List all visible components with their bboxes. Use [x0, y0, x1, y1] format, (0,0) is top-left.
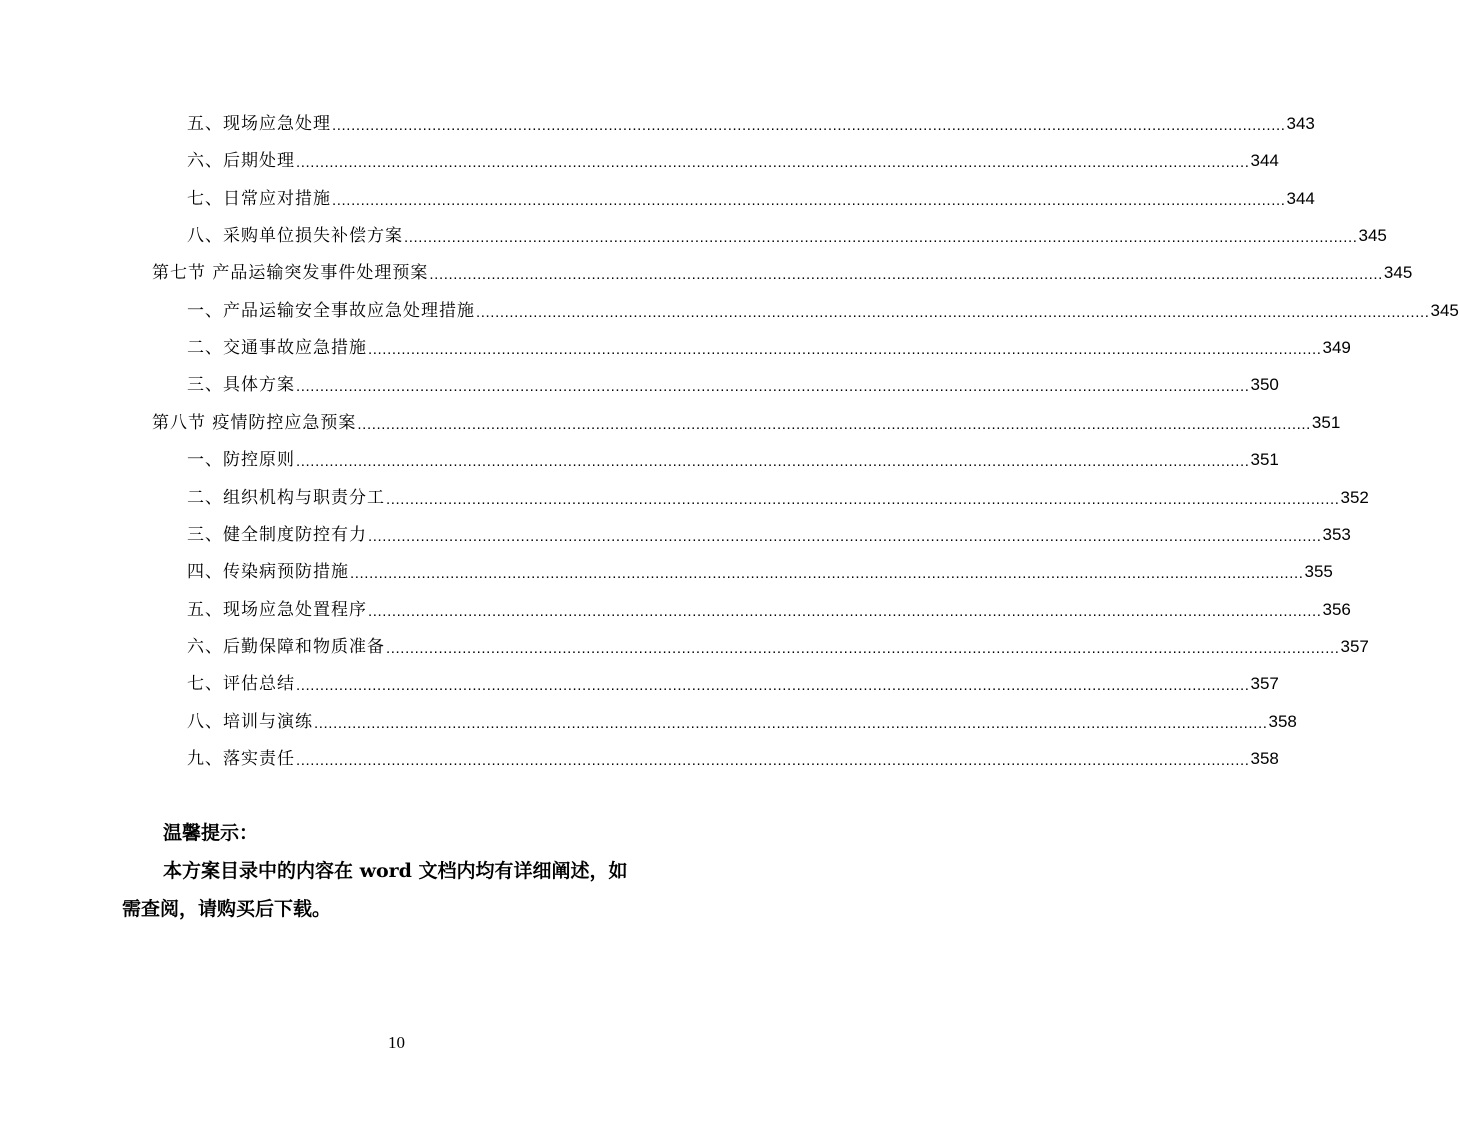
- toc-entry-page: 357: [1250, 674, 1279, 694]
- toc-entry-title: 五、现场应急处置程序: [187, 599, 367, 620]
- toc-entry-title: 八、采购单位损失补偿方案: [187, 226, 403, 247]
- toc-entry-page: 345: [1358, 226, 1387, 246]
- toc-entry-title: 一、防控原则: [187, 450, 295, 471]
- dot-leader: ........................................................................................................................................................................................................: [350, 565, 1304, 583]
- dot-leader: ........................................................................................................................................................................................................: [404, 229, 1358, 247]
- toc-entry-title: 五、现场应急处理: [187, 114, 331, 134]
- dot-leader: ........................................................................................................................................................................................................: [476, 303, 1430, 321]
- toc-entry-title: 二、交通事故应急措施: [187, 338, 367, 359]
- dot-leader: ........................................................................................................................................................................................................: [368, 341, 1322, 359]
- toc-entry-page: 356: [1322, 599, 1351, 619]
- note-line-1: 本方案目录中的内容在 word 文档内均有详细阐述，如: [163, 860, 628, 882]
- toc-entry[interactable]: [187, 366, 1279, 396]
- toc-entry-title: 九、落实责任: [187, 748, 295, 769]
- toc-entry-title: 七、日常应对措施: [187, 188, 331, 209]
- toc-entry-page: 344: [1250, 151, 1279, 171]
- toc-entry[interactable]: [187, 553, 1333, 583]
- toc-entry[interactable]: [187, 591, 1351, 621]
- toc-entry-page: 358: [1250, 748, 1279, 768]
- toc-entry[interactable]: [187, 142, 1279, 172]
- toc-entry[interactable]: [187, 740, 1279, 770]
- note-heading: 温馨提示：: [163, 822, 259, 844]
- toc-entry-title: 七、评估总结: [187, 674, 295, 695]
- toc-entry[interactable]: [187, 217, 1387, 247]
- toc-entry-page: 352: [1340, 487, 1369, 507]
- dot-leader: ........................................................................................................................................................................................................: [429, 266, 1383, 284]
- toc-entry-page: 355: [1304, 562, 1333, 582]
- toc-entry[interactable]: [187, 441, 1279, 471]
- toc-entry-title: 二、组织机构与职责分工: [187, 487, 385, 508]
- toc-entry-page: 353: [1322, 524, 1351, 544]
- toc-entry-page: 345: [1430, 300, 1459, 320]
- toc-entry[interactable]: [187, 665, 1279, 695]
- toc-entry[interactable]: [152, 404, 1341, 434]
- toc-entry[interactable]: [187, 105, 1315, 135]
- dot-leader: ........................................................................................................................................................................................................: [314, 714, 1268, 732]
- dot-leader: ........................................................................................................................................................................................................: [296, 751, 1250, 769]
- toc-entry-page: 351: [1311, 412, 1341, 432]
- toc-entry-title: 一、产品运输安全事故应急处理措施: [187, 300, 475, 321]
- dot-leader: ........................................................................................................................................................................................................: [296, 378, 1250, 396]
- toc-entry-page: 344: [1286, 188, 1315, 208]
- toc-entry-title: 四、传染病预防措施: [187, 562, 349, 583]
- toc-entry-title: 三、健全制度防控有力: [187, 524, 367, 545]
- dot-leader: ........................................................................................................................................................................................................: [368, 527, 1322, 545]
- toc-entry-page: 349: [1322, 338, 1351, 358]
- dot-leader: ........................................................................................................................................................................................................: [296, 154, 1250, 172]
- toc-entry-page: 357: [1340, 636, 1369, 656]
- toc-entry[interactable]: [187, 292, 1459, 322]
- dot-leader: ........................................................................................................................................................................................................: [296, 453, 1250, 471]
- toc-entry[interactable]: [152, 254, 1413, 284]
- toc-entry-page: 345: [1383, 263, 1413, 283]
- dot-leader: ........................................................................................................................................................................................................: [296, 677, 1250, 695]
- dot-leader: ........................................................................................................................................................................................................: [386, 490, 1340, 508]
- toc-entry-title: 八、培训与演练: [187, 711, 313, 732]
- toc-entry-title: 第八节 疫情防控应急预案: [152, 412, 357, 433]
- toc-entry-title: 六、后期处理: [187, 151, 295, 172]
- dot-leader: ........................................................................................................................................................................................................: [386, 639, 1340, 657]
- toc-entry-page: 351: [1250, 450, 1279, 470]
- toc-entry[interactable]: [187, 516, 1351, 546]
- toc-entry[interactable]: [187, 479, 1369, 509]
- toc-entry-title: 第七节 产品运输突发事件处理预案: [152, 263, 429, 284]
- note-line-2: 需查阅，请购买后下载。: [122, 898, 332, 920]
- toc-entry[interactable]: [187, 703, 1297, 733]
- toc-entry[interactable]: [187, 329, 1351, 359]
- dot-leader: ........................................................................................................................................................................................................: [332, 117, 1286, 134]
- toc-entry[interactable]: [187, 628, 1369, 658]
- toc-entry-page: 350: [1250, 375, 1279, 395]
- toc-entry-title: 三、具体方案: [187, 375, 295, 396]
- page-number: 10: [388, 1033, 405, 1052]
- toc-entry-page: 343: [1286, 114, 1315, 133]
- dot-leader: ........................................................................................................................................................................................................: [368, 602, 1322, 620]
- dot-leader: ........................................................................................................................................................................................................: [332, 191, 1286, 209]
- dot-leader: ........................................................................................................................................................................................................: [357, 415, 1311, 433]
- toc-entry[interactable]: [187, 180, 1315, 210]
- toc-entry-page: 358: [1268, 711, 1297, 731]
- toc-entry-title: 六、后勤保障和物质准备: [187, 636, 385, 657]
